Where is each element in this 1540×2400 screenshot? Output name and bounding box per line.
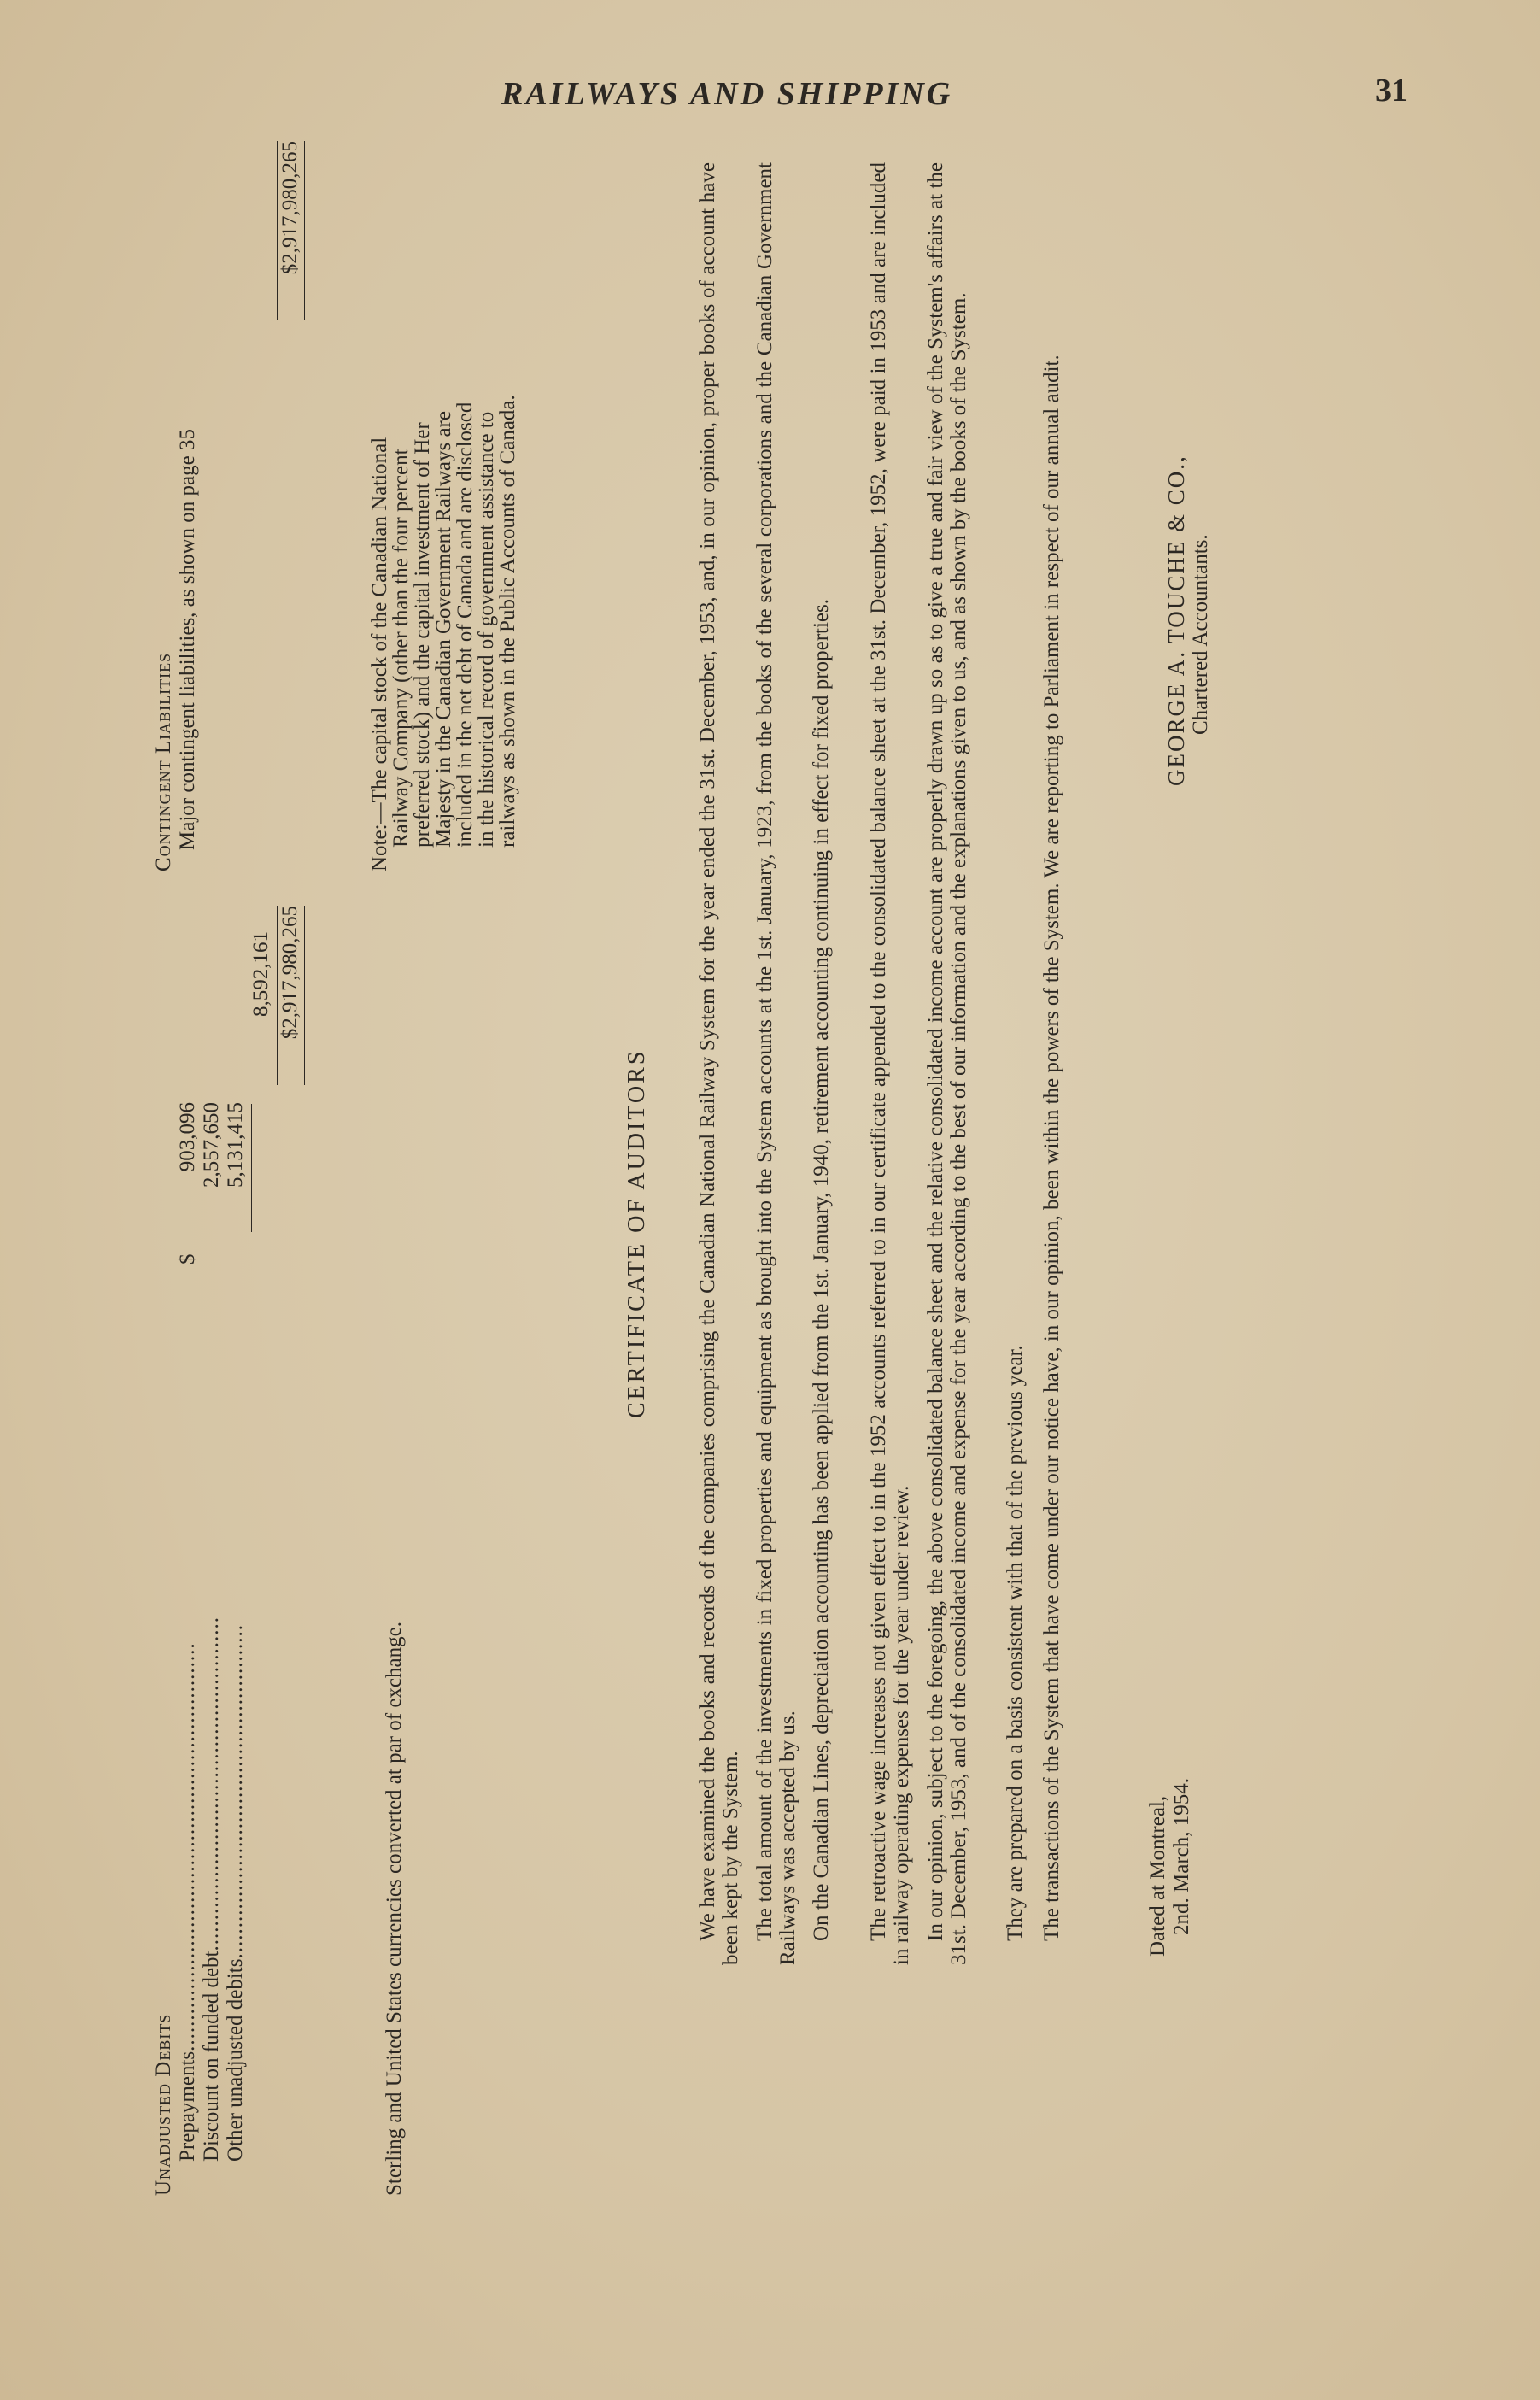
leader-dots: ...................................................... (224, 1624, 247, 1959)
debit-amount: 2,557,650 (200, 1102, 223, 1188)
dated-date: 2nd. March, 1954. (1170, 1778, 1193, 1935)
total-double-rule (304, 906, 307, 1085)
debit-amount: 5,131,415 (224, 1102, 247, 1188)
note-line: Railway Company (other than the four percent (389, 449, 413, 848)
leader-dots: ...................................................... (200, 1617, 223, 1951)
running-header: RAILWAYS AND SHIPPING (501, 76, 953, 112)
certificate-paragraph-1: We have examined the books and records of the companies comprising the Canadian National Railway System for the year ended the 31st. December, 1953, and, in our opinion, proper books of account have been kept by the System. (696, 162, 742, 1965)
certificate-paragraph-4: The retroactive wage increases not given effect to in the 1952 accounts referred to in our certificate appended to the consolidated balance sheet at the 31st. December, 1952, were paid in 1953 and are included in railway operating expenses for the year under review. (867, 162, 913, 1965)
right-total-rule-top (277, 141, 278, 320)
right-column-total: $2,917,980,265 (278, 141, 302, 275)
total-rule-top (277, 906, 278, 1085)
debit-row-discount (200, 1265, 224, 2162)
capital-stock-note (369, 162, 518, 871)
debit-label: Discount on funded debt (200, 1951, 223, 2162)
dated-place: Dated at Montreal, (1146, 1795, 1169, 1957)
auditor-firm: GEORGE A. TOUCHE & CO., (1163, 455, 1189, 786)
debit-label: Other unadjusted debits (224, 1958, 247, 2162)
debit-amount: 903,096 (176, 1102, 199, 1172)
certificate-title: CERTIFICATE OF AUDITORS (624, 1048, 650, 1418)
certificate-paragraph-5: In our opinion, subject to the foregoing, the above consolidated balance sheet and the relative consolidated income account are properly drawn up so as to give a true and fair view of the System's affairs at the 31st. December, 1953, and of the consolidated income and expense for the year according to the best of our information and the explanations given to us, and as shown by the books of the System. (924, 162, 970, 1965)
sterling-note: Sterling and United States currencies converted at par of exchange. (383, 1622, 406, 2196)
contingent-liabilities-text: Major contingent liabilities, as shown on page 35 (176, 429, 199, 850)
note-line: included in the net debt of Canada and are disclosed (454, 402, 477, 848)
dollar-sign: $ (176, 1253, 199, 1265)
unadjusted-debits-heading: Unadjusted Debits (152, 2013, 175, 2196)
leader-dots: .................................................................. (176, 1642, 199, 2051)
left-column-total: $2,917,980,265 (278, 906, 302, 1040)
certificate-paragraph-7: The transactions of the System that have come under our notice have, in our opinion, been within the powers of the System. We are reporting to Parliament in respect of our annual audit. (1040, 355, 1063, 1941)
unadjusted-debits-subtotal: 8,592,161 (249, 931, 272, 1017)
debit-label: Prepayments (176, 2051, 199, 2162)
certificate-paragraph-2: The total amount of the investments in fixed properties and equipment as brought into the System accounts at the 1st. January, 1923, from the books of the several corporations and the Canadian Government Railways was accepted by us. (753, 162, 799, 1965)
debit-row-other (224, 1265, 248, 2162)
debit-row-prepayments (176, 1265, 200, 2162)
certificate-paragraph-3: On the Canadian Lines, depreciation accounting has been applied from the 1st. January, 1940, retirement accounting continuing in effect for fixed properties. (810, 598, 833, 1941)
auditor-firm-title: Chartered Accountants. (1189, 534, 1212, 735)
certificate-paragraph-6: They are prepared on a basis consistent with that of the previous year. (1004, 1345, 1027, 1941)
note-line: railways as shown in the Public Accounts of Canada. (496, 395, 519, 848)
rotated-page-body (145, 26, 1392, 2196)
note-line: Note:—The capital stock of the Canadian National (368, 437, 391, 871)
page-number: 31 (1375, 73, 1408, 109)
note-line: preferred stock) and the capital investment of Her (411, 422, 434, 848)
note-line: Majesty in the Canadian Government Railways are (432, 411, 455, 848)
contingent-liabilities-heading: Contingent Liabilities (152, 652, 175, 871)
note-line: in the historical record of government assistance to (475, 411, 498, 848)
subtotal-rule (251, 1104, 252, 1232)
right-total-double-rule (304, 141, 307, 320)
